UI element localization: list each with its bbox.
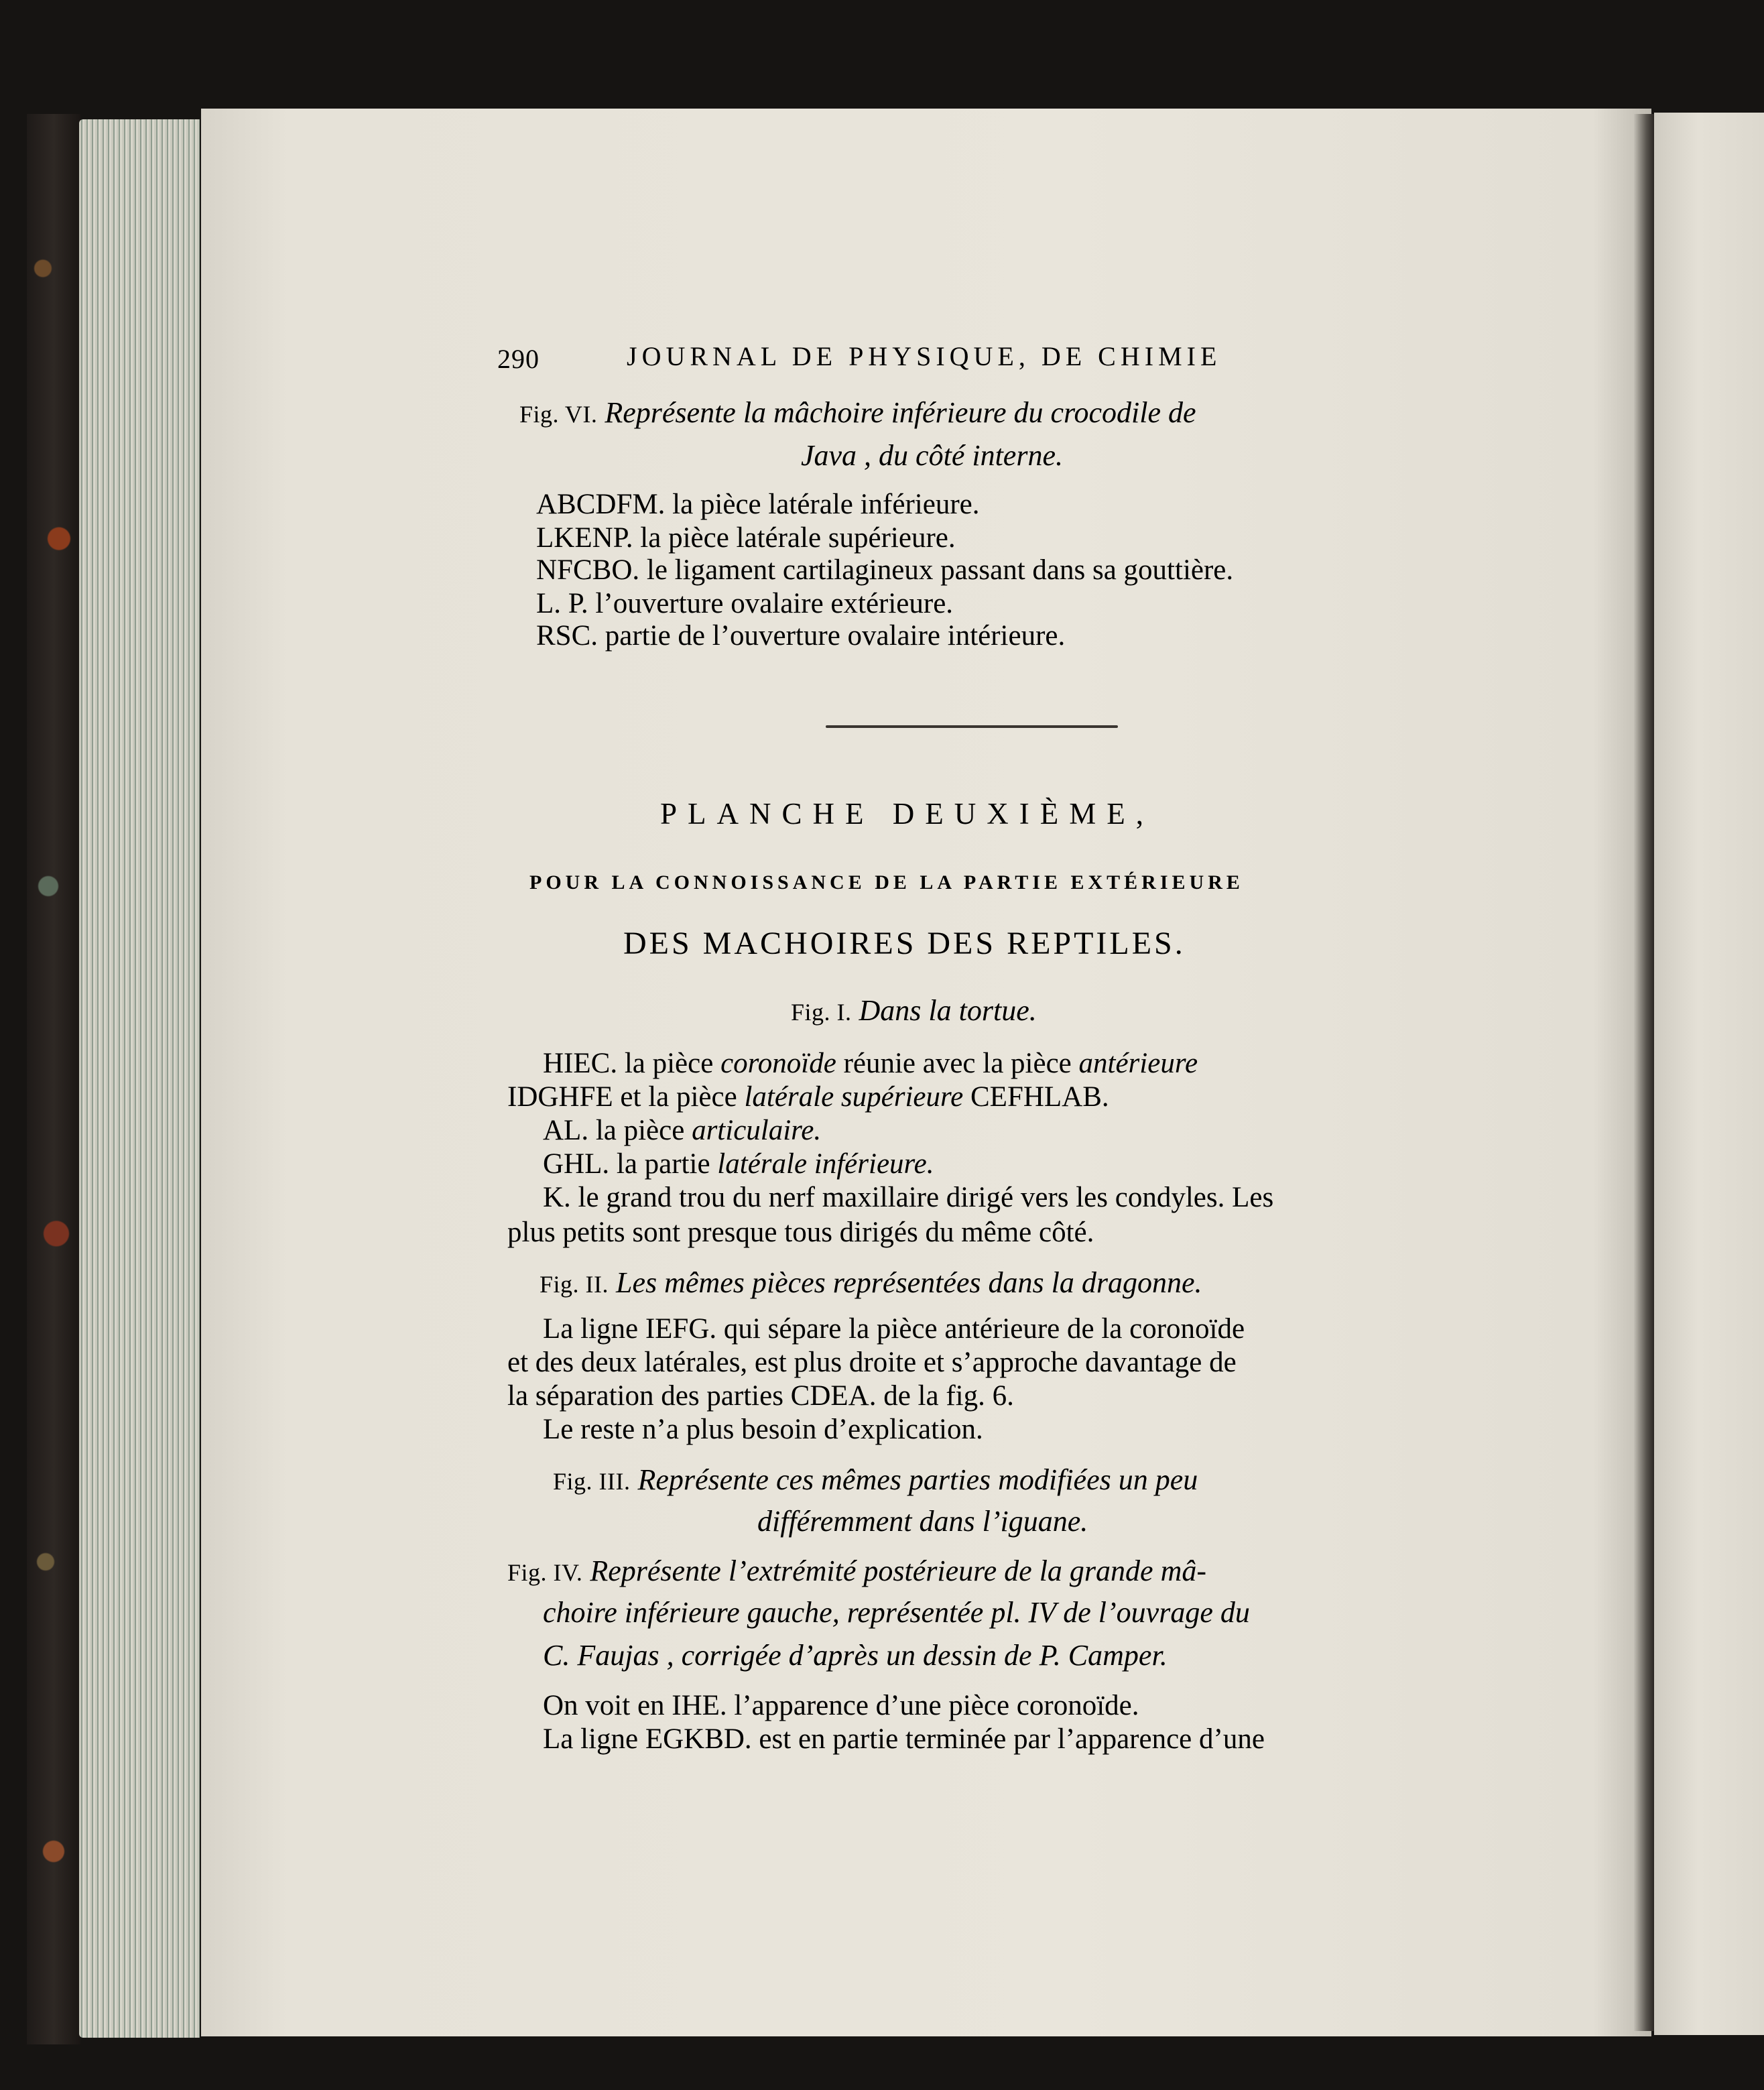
fig6-item — [536, 521, 956, 554]
fig2-line-4: Le reste n’a plus besoin d’explication. — [543, 1414, 983, 1445]
page-number: 290 — [497, 344, 540, 374]
fig1-label: Fig. I. — [791, 999, 852, 1026]
fig6-item-text: la pièce latérale supérieure. — [640, 522, 956, 554]
text-run-italic: latérale inférieure. — [717, 1148, 934, 1180]
page-edges — [79, 119, 200, 2038]
fig3-caption-1: Représente ces mêmes parties modifiées un peu — [637, 1463, 1198, 1496]
fig6-heading — [519, 395, 1196, 430]
fig6-item-text: le ligament cartilagineux passant dans sa gouttière. — [646, 554, 1234, 586]
fig6-item — [536, 619, 1065, 652]
right-page-edge — [1654, 113, 1764, 2035]
fig1-heading — [791, 993, 1037, 1028]
running-head: JOURNAL DE PHYSIQUE, DE CHIMIE — [627, 341, 1222, 371]
section-rule — [826, 725, 1118, 728]
planche-title: PLANCHE DEUXIÈME, — [660, 797, 1154, 831]
text-run: IDGHFE et la pièce — [507, 1081, 737, 1113]
text-run: AL. la pièce — [543, 1115, 685, 1146]
fig2-line-3: la séparation des parties CDEA. de la fig. 6. — [507, 1380, 1014, 1412]
fig6-item-text: la pièce latérale inférieure. — [672, 489, 980, 520]
fig6-item-code: ABCDFM. — [536, 489, 666, 520]
planche-subtitle: POUR LA CONNOISSANCE DE LA PARTIE EXTÉRIEURE — [529, 871, 1244, 894]
fig6-item — [536, 488, 979, 521]
fig6-caption-2: Java , du côté interne. — [801, 439, 1063, 472]
fig6-item-text: partie de l’ouverture ovalaire intérieure. — [605, 620, 1066, 652]
fig6-item-code: L. P. — [536, 588, 588, 619]
text-run-italic: coronoïde — [720, 1048, 836, 1079]
fig2-label: Fig. II. — [540, 1271, 609, 1298]
fig1-line-3 — [543, 1114, 821, 1147]
fig2-heading — [540, 1266, 1202, 1300]
fig1-caption: Dans la tortue. — [859, 994, 1037, 1027]
fig3-heading — [553, 1463, 1198, 1497]
fig6-item-text: l’ouverture ovalaire extérieure. — [595, 588, 954, 619]
fig3-caption-2: différemment dans l’iguane. — [757, 1505, 1088, 1538]
fig1-line-6: plus petits sont presque tous dirigés du même côté. — [507, 1217, 1094, 1248]
fig4-caption-3: C. Faujas , corrigée d’après un dessin de P. Camper. — [543, 1639, 1168, 1672]
marbled-binding — [27, 114, 80, 2044]
fig4-caption-2: choire inférieure gauche, représentée pl. IV de l’ouvrage du — [543, 1596, 1250, 1629]
fig2-line-1: La ligne IEFG. qui sépare la pièce antérieure de la coronoïde — [543, 1313, 1245, 1345]
fig6-item — [536, 554, 1233, 587]
fig4-heading — [507, 1554, 1206, 1588]
fig4-caption-1: Représente l’extrémité postérieure de la grande mâ- — [590, 1554, 1207, 1587]
fig4-line-1: On voit en IHE. l’apparence d’une pièce coronoïde. — [543, 1690, 1139, 1721]
fig6-item-code: NFCBO. — [536, 554, 640, 586]
planche-subtitle-2: DES MACHOIRES DES REPTILES. — [623, 926, 1186, 961]
fig6-item-code: RSC. — [536, 620, 598, 652]
fig3-label: Fig. III. — [553, 1468, 631, 1495]
gutter — [1634, 114, 1654, 2031]
text-run-italic: latérale supérieure — [744, 1081, 964, 1113]
text-run-italic: articulaire. — [692, 1115, 822, 1146]
fig1-line-5: K. le grand trou du nerf maxillaire dirigé vers les condyles. Les — [543, 1182, 1274, 1213]
fig6-item — [536, 587, 953, 620]
fig4-label: Fig. IV. — [507, 1559, 583, 1586]
text-run: CEFHLAB. — [970, 1081, 1109, 1113]
fig4-line-2: La ligne EGKBD. est en partie terminée par l’apparence d’une — [543, 1723, 1265, 1755]
fig2-line-2: et des deux latérales, est plus droite et s’approche davantage de — [507, 1347, 1237, 1378]
fig1-line-1 — [543, 1047, 1198, 1080]
fig1-line-4 — [543, 1148, 934, 1180]
text-run: réunie avec la pièce — [843, 1048, 1072, 1079]
text-run: GHL. la partie — [543, 1148, 710, 1180]
fig1-line-2 — [507, 1081, 1109, 1113]
fig6-item-code: LKENP. — [536, 522, 633, 554]
fig6-label: Fig. VI. — [519, 401, 598, 428]
text-run-italic: antérieure — [1078, 1048, 1198, 1079]
fig2-caption: Les mêmes pièces représentées dans la dragonne. — [616, 1266, 1202, 1299]
text-run: HIEC. la pièce — [543, 1048, 714, 1079]
fig6-caption-1: Représente la mâchoire inférieure du crocodile de — [605, 396, 1196, 429]
